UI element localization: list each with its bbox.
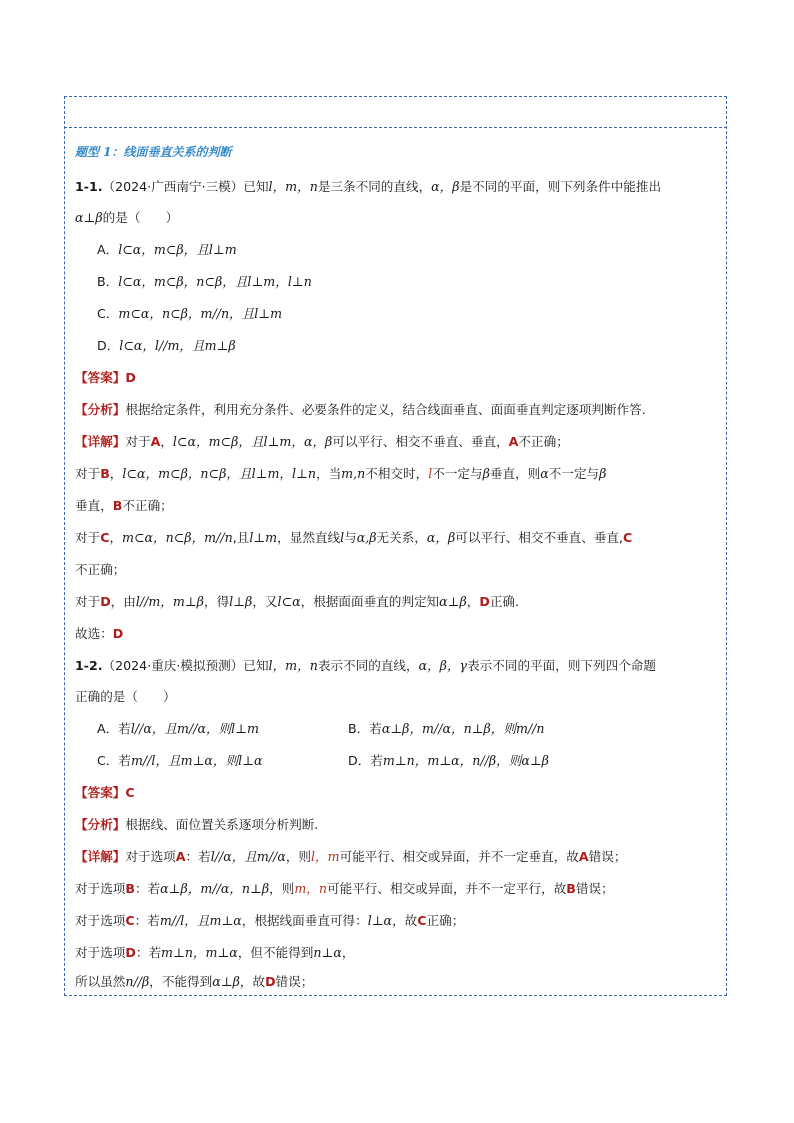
detail-math: m，n xyxy=(294,881,327,896)
detail-text: 与 xyxy=(344,530,357,545)
detail-math: l⊥β xyxy=(229,594,253,609)
q1-detail-line5 xyxy=(75,560,125,580)
q1-detail-line1 xyxy=(75,432,569,452)
detail-text: 错误； xyxy=(588,849,627,864)
answer-value: C xyxy=(125,785,135,800)
q1-detail-line2 xyxy=(75,464,606,484)
detail-text: 垂直，则 xyxy=(489,466,541,481)
q1-analysis xyxy=(75,400,646,420)
detail-text: ，不能得到 xyxy=(149,974,213,989)
q1-stem-math: l，m，n xyxy=(268,179,318,194)
detail-text: 不一定与 xyxy=(548,466,600,481)
detail-text: ，但不能得到 xyxy=(237,945,314,960)
detail-math: m⊂α，n⊂β，m//n xyxy=(122,530,233,545)
detail-text: 正确； xyxy=(426,913,465,928)
q2-stem-line2 xyxy=(75,687,176,707)
q2-detail-line4 xyxy=(75,943,354,963)
q2-option-b xyxy=(348,719,545,739)
detail-text: 错误； xyxy=(575,881,614,896)
detail-text: ， xyxy=(109,530,123,545)
q2-option-a xyxy=(97,719,259,739)
detail-text: ，根据线面垂直可得： xyxy=(241,913,368,928)
detail-math: m⊥n，m⊥α xyxy=(161,945,238,960)
option-label: B． xyxy=(348,721,370,736)
detail-math: l⊥α xyxy=(367,913,393,928)
detail-math: l⊂α，m⊂β，且l⊥m，α，β xyxy=(172,434,333,449)
option-math: m⊂α，n⊂β，m//n，且l⊥m xyxy=(118,306,283,321)
detail-text: 不正确； xyxy=(518,434,569,449)
q1-number: 1-1. xyxy=(75,179,103,194)
detail-text: ，故 xyxy=(392,913,418,928)
detail-text: 对于选项 xyxy=(75,945,126,960)
q1-stem-text: 的是（ ） xyxy=(102,210,179,225)
detail-math: m//l，且m⊥α xyxy=(159,913,242,928)
answer-label: 【答案】 xyxy=(75,785,126,800)
detail-math: α⊥β xyxy=(212,974,240,989)
detail-text: 所以虽然 xyxy=(75,974,126,989)
detail-math: n//β xyxy=(125,974,150,989)
detail-text: 可能平行、相交或异面，并不一定平行，故 xyxy=(327,881,567,896)
option-math: m⊥n，m⊥α，n//β，则α⊥β xyxy=(382,753,549,768)
frame-divider xyxy=(64,127,727,128)
option-label: D． xyxy=(348,753,371,768)
final-value: D xyxy=(112,626,124,641)
detail-text: 不一定与 xyxy=(432,466,483,481)
q2-detail-line2 xyxy=(75,879,614,899)
detail-math: m,n xyxy=(341,466,366,481)
answer-value: D xyxy=(125,370,136,385)
option-text: 若 xyxy=(370,753,383,768)
detail-math: α⊥β xyxy=(439,594,467,609)
q1-stem-math: α⊥β xyxy=(75,210,103,225)
q2-source: （2024·重庆·模拟预测） xyxy=(102,658,244,673)
option-math: l⊂α，l//m，且m⊥β xyxy=(119,338,236,353)
q1-option-b xyxy=(97,272,312,292)
q2-stem-text: 表示不同的直线， xyxy=(317,658,419,673)
detail-text: 垂直， xyxy=(75,498,113,513)
detail-text: 对于 xyxy=(75,530,101,545)
q2-stem-text: 表示不同的平面，则下列四个命题 xyxy=(467,658,656,673)
detail-text: ：若 xyxy=(134,881,161,896)
detail-math: l//α，且m//α xyxy=(210,849,286,864)
q2-stem-line1 xyxy=(75,656,656,676)
option-text: 若 xyxy=(118,753,131,768)
q1-detail-line6 xyxy=(75,592,519,612)
option-label: A． xyxy=(97,242,119,257)
detail-math: β xyxy=(599,466,607,481)
detail-text: ，得 xyxy=(203,594,230,609)
analysis-label: 【分析】 xyxy=(75,817,126,832)
q1-option-a xyxy=(97,240,237,260)
detail-text: 不正确； xyxy=(75,562,126,577)
detail-text: ：若 xyxy=(185,849,211,864)
detail-option: A xyxy=(578,849,589,864)
detail-math: n⊥α xyxy=(313,945,342,960)
detail-text: 错误； xyxy=(275,974,314,989)
option-math: l//α，且m//α，则l⊥m xyxy=(130,721,259,736)
detail-label: 【详解】 xyxy=(75,849,126,864)
detail-label: 【详解】 xyxy=(75,434,126,449)
q1-option-c xyxy=(97,304,282,324)
detail-text: ，由 xyxy=(110,594,136,609)
detail-text: ， xyxy=(160,434,173,449)
analysis-text: 根据线、面位置关系逐项分析判断. xyxy=(125,817,319,832)
detail-option: D xyxy=(265,974,276,989)
detail-math: l//m，m⊥β xyxy=(135,594,204,609)
answer-label: 【答案】 xyxy=(75,370,126,385)
option-label: C． xyxy=(97,306,119,321)
detail-math: l xyxy=(340,530,345,545)
q1-stem-line1 xyxy=(75,177,661,197)
detail-option: D xyxy=(125,945,136,960)
detail-math: α,β xyxy=(356,530,377,545)
analysis-label: 【分析】 xyxy=(75,402,126,417)
option-text: 若 xyxy=(118,721,131,736)
option-text: 若 xyxy=(369,721,382,736)
detail-option: B xyxy=(112,498,123,513)
q1-detail-line4 xyxy=(75,528,632,548)
detail-option: C xyxy=(417,913,427,928)
detail-text: 正确. xyxy=(489,594,520,609)
detail-text: ，则 xyxy=(269,881,295,896)
q1-final xyxy=(75,624,123,644)
detail-text: ：若 xyxy=(134,913,160,928)
analysis-text: 根据给定条件，利用充分条件、必要条件的定义，结合线面垂直、面面垂直判定逐项判断作答. xyxy=(125,402,646,417)
final-label: 故选： xyxy=(75,626,113,641)
option-math: m//l，且m⊥α，则l⊥α xyxy=(130,753,263,768)
detail-text: ， xyxy=(341,945,355,960)
option-math: α⊥β，m//α，n⊥β，则m//n xyxy=(381,721,545,736)
detail-math: β xyxy=(482,466,490,481)
q1-answer xyxy=(75,368,136,388)
detail-text: ,且 xyxy=(232,530,250,545)
q2-detail-line3 xyxy=(75,911,464,931)
detail-math: l，m xyxy=(311,849,340,864)
q2-answer xyxy=(75,783,135,803)
q1-option-d xyxy=(97,336,236,356)
detail-text: 可以平行、相交不垂直、垂直, xyxy=(455,530,624,545)
detail-option: D xyxy=(100,594,111,609)
option-label: D． xyxy=(97,338,120,353)
detail-math: l⊥m xyxy=(249,530,278,545)
detail-text: 对于 xyxy=(75,466,101,481)
detail-text: ， xyxy=(466,594,480,609)
detail-text: 对于 xyxy=(75,594,101,609)
q1-stem-text: 已知 xyxy=(243,179,269,194)
q2-number: 1-2. xyxy=(75,658,103,673)
q2-detail-line1 xyxy=(75,847,626,867)
detail-math: α⊥β，m//α，n⊥β xyxy=(160,881,270,896)
q2-option-c xyxy=(97,751,262,771)
option-label: B． xyxy=(97,274,119,289)
detail-text: ：若 xyxy=(135,945,162,960)
detail-math: l⊂α，m⊂β，n⊂β，且l⊥m，l⊥n xyxy=(122,466,316,481)
q2-stem-text: 正确的是（ ） xyxy=(75,689,176,704)
detail-text: ，又 xyxy=(252,594,278,609)
detail-text: ， xyxy=(109,466,123,481)
detail-text: 对于选项 xyxy=(75,881,126,896)
q2-stem-math: α，β，γ xyxy=(418,658,468,673)
detail-option: B xyxy=(125,881,135,896)
detail-text: ，故 xyxy=(239,974,266,989)
q1-detail-line3 xyxy=(75,496,173,516)
detail-option: A xyxy=(175,849,186,864)
detail-text: 对于选项 xyxy=(125,849,176,864)
detail-text: 可能平行、相交或异面，并不一定垂直，故 xyxy=(339,849,579,864)
option-label: C． xyxy=(97,753,119,768)
q1-stem-line2 xyxy=(75,208,178,228)
detail-text: 无关系， xyxy=(376,530,427,545)
detail-text: 对于选项 xyxy=(75,913,126,928)
option-label: A． xyxy=(97,721,119,736)
option-math: l⊂α，m⊂β，且l⊥m xyxy=(118,242,237,257)
detail-option: C xyxy=(125,913,135,928)
q1-stem-text: 是不同的平面，则下列条件中能推出 xyxy=(459,179,662,194)
detail-text: ，则 xyxy=(285,849,312,864)
q1-source: （2024·广西南宁·三模） xyxy=(102,179,244,194)
q2-stem-text: 已知 xyxy=(243,658,269,673)
detail-text: ，根据面面垂直的判定知 xyxy=(300,594,440,609)
detail-option: B xyxy=(100,466,110,481)
section-title: 题型 1：线面垂直关系的判断 xyxy=(75,145,232,159)
detail-text: 不正确； xyxy=(122,498,173,513)
detail-math: l⊂α xyxy=(277,594,301,609)
detail-text: 对于 xyxy=(125,434,151,449)
detail-text: 不相交时， xyxy=(365,466,429,481)
detail-option: D xyxy=(479,594,490,609)
detail-option: B xyxy=(566,881,576,896)
detail-math: α xyxy=(540,466,549,481)
detail-option: C xyxy=(100,530,110,545)
detail-text: ，显然直线 xyxy=(277,530,341,545)
q2-option-d xyxy=(348,751,549,771)
option-math: l⊂α，m⊂β，n⊂β，且l⊥m，l⊥n xyxy=(118,274,312,289)
q1-stem-math: α，β xyxy=(431,179,460,194)
detail-option: A xyxy=(508,434,519,449)
detail-math: α，β xyxy=(426,530,456,545)
detail-option: C xyxy=(623,530,633,545)
q1-stem-text: 是三条不同的直线， xyxy=(317,179,432,194)
q2-analysis xyxy=(75,815,318,835)
q2-detail-line5 xyxy=(75,972,313,992)
detail-option: A xyxy=(150,434,161,449)
detail-text: ，当 xyxy=(315,466,342,481)
detail-text: 可以平行、相交不垂直、垂直， xyxy=(332,434,509,449)
q2-stem-math: l，m，n xyxy=(268,658,318,673)
detail-math: l xyxy=(428,466,433,481)
